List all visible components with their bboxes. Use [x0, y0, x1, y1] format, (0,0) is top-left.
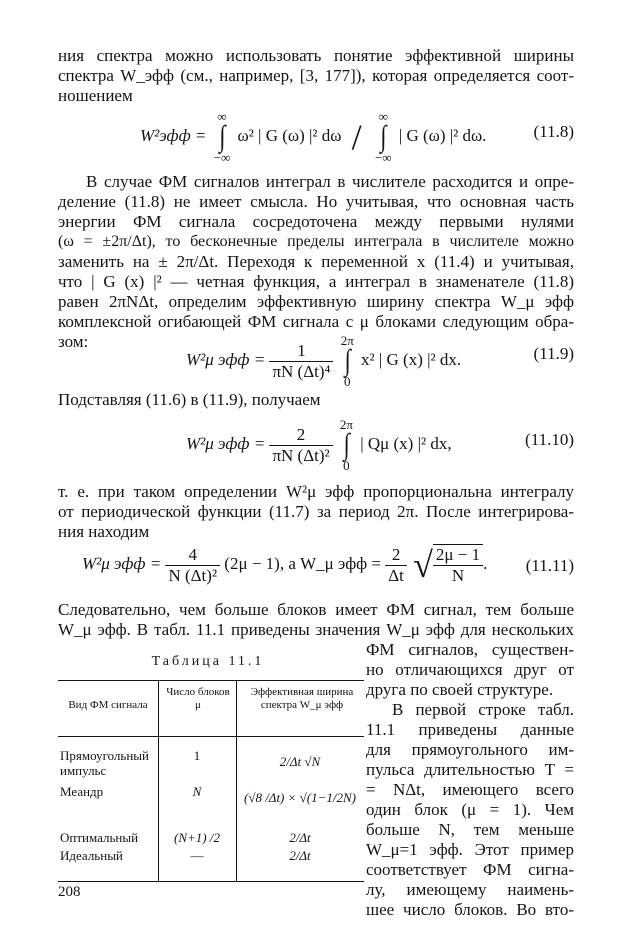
text-line: зом: — [58, 332, 89, 351]
integral-sign: 2π ∫ 0 — [339, 417, 353, 473]
text-line: т. е. при таком определении W²μ эфф пропорциональна интегралу — [58, 482, 574, 501]
equation-11-9 — [186, 334, 461, 388]
text-line: Подставляя (11.6) в (11.9), получаем — [58, 390, 321, 409]
text-line: заменить на ± 2π/Δt. Переходя к переменной x (11.4) и учитывая, — [58, 252, 574, 271]
spectrum-table — [58, 680, 364, 882]
radicand: $\frac{2\mu - 1}{N}$ — [433, 544, 483, 586]
eq-middle: (2μ − 1), а W_μ эфф = — [224, 553, 381, 573]
text-line: пульса длительностью T = — [366, 760, 574, 779]
text-line: лу, имеющему наимень- — [366, 880, 574, 899]
table-cell: N — [192, 784, 202, 799]
text-line: W_μ=1 эфф. Этот пример — [366, 840, 574, 859]
fraction: $\frac{4}{\text{N (Δt)²}}$ — [165, 545, 220, 586]
text-line: ношением — [58, 86, 133, 105]
text-line: ния спектра можно использовать понятие эффективной ширины — [58, 46, 574, 65]
eq-lhs: W²эфф = — [140, 125, 207, 145]
text-line: комплексной огибающей ФМ сигнала с μ блоками следующим обра- — [58, 312, 574, 331]
division-slash: / — [351, 117, 362, 157]
text-line: что | G (x) |² — четная функция, а интеграл в знаменателе (11.8) — [58, 272, 574, 291]
table-cell: Идеальный — [60, 848, 123, 863]
page-number: 208 — [58, 884, 81, 900]
text-line: W_μ эфф. В табл. 11.1 приведены значения W_μ эфф для нескольких — [58, 620, 574, 639]
table-cell: Оптимальный — [60, 830, 139, 845]
equation-11-10 — [186, 418, 452, 472]
text-line: ФМ сигналов, существен- — [366, 640, 574, 659]
text-line: соответствует ФМ сигна- — [366, 860, 574, 879]
equation-number: (11.9) — [533, 344, 574, 363]
fraction: $\frac{2}{\Delta t}$ — [385, 545, 407, 586]
text-line: (ω = ±2π/Δt), то бесконечные пределы интеграла в числителе можно — [58, 233, 574, 250]
text-line: но отличающихся друг от — [366, 660, 574, 679]
eq-lhs: W²μ эфф = — [82, 553, 162, 573]
integrand: ω² | G (ω) |² dω — [237, 125, 342, 145]
text-line: друга по своей структуре. — [366, 680, 554, 699]
equation-number: (11.10) — [525, 430, 574, 449]
table-cell: 1 — [193, 748, 201, 763]
side-column — [366, 640, 574, 920]
table-cell: 2/Δt √N — [279, 754, 321, 769]
text-line: шее число блоков. Во вто- — [366, 900, 574, 919]
table-cell: 2/Δt — [289, 848, 311, 863]
text-line: = NΔt, имеющего всего — [366, 780, 574, 799]
integral-sign: 2π ∫ 0 — [340, 333, 354, 389]
table-cell: (√8 /Δt) × √(1−1/2N) — [243, 790, 357, 805]
equation-number: (11.8) — [533, 122, 574, 141]
text-line: спектра W_эфф (см., например, [3, 177]), которая определяется соот- — [58, 66, 574, 85]
text-line: один блок (μ = 1). Чем — [366, 800, 574, 819]
radical-sign: √ — [413, 545, 433, 585]
table-rule — [58, 736, 364, 737]
equation-11-11: W²μ эфф = $\frac{4}{\text{N (Δt)²}}$ (2μ − 1), а W_μ эфф = $\frac{2}{\Delta t}$ √ $\frac{2\mu - 1}{N}$ . — [82, 544, 488, 585]
eq-lhs: W²μ эфф = — [186, 433, 266, 453]
eq-lhs: W²μ эфф = — [186, 349, 266, 369]
table-cell: (N+1) /2 — [174, 830, 220, 845]
table-title: Таблица 11.1 — [151, 654, 265, 669]
text-line: деление (11.8) не имеет смысла. Но учитывая, что основная часть — [58, 192, 574, 211]
text-line: В первой строке табл. — [392, 700, 574, 719]
text-line: 11.1 приведены данные — [366, 720, 574, 739]
text-line: В случае ФМ сигналов интеграл в числителе расходится и опре- — [86, 172, 574, 191]
integrand: | Qμ (x) |² dx, — [360, 433, 452, 453]
fraction: $\frac{2}{\text{πN (Δt)²}}$ — [269, 425, 332, 466]
text-line: больше N, тем меньше — [366, 820, 574, 839]
equation-number: (11.11) — [525, 556, 574, 575]
table-rule — [58, 680, 364, 681]
table-header: Вид ФМ сигнала — [68, 699, 148, 711]
table-header: Эффективная ширина спектра W_μ эфф — [250, 686, 354, 711]
integrand: | G (ω) |² dω. — [398, 125, 487, 145]
fraction: $\frac{1}{\text{πN (Δt)⁴}}$ — [269, 341, 333, 382]
text-line: от периодической функции (11.7) за период 2π. После интегрирова- — [58, 502, 574, 521]
integral-sign: ∞ ∫ −∞ — [374, 109, 392, 165]
equation-11-8 — [140, 110, 486, 164]
table-header: Число блоков μ — [166, 686, 230, 711]
table-cell: 2/Δt — [289, 830, 311, 845]
table-rule — [58, 881, 364, 882]
text-line: равен 2πNΔt, определим эффективную ширину спектра W_μ эфф — [58, 292, 574, 311]
text-line: энергии ФМ сигнала сосредоточена между первыми нулями — [58, 212, 574, 231]
text-line: Следовательно, чем больше блоков имеет ФМ сигнал, тем больше — [58, 600, 574, 619]
table-cell: — — [190, 848, 204, 863]
integrand: x² | G (x) |² dx. — [361, 349, 462, 369]
table-cell: Меандр — [60, 784, 104, 799]
text-line: для прямоугольного им- — [366, 740, 574, 759]
integral-sign: ∞ ∫ −∞ — [213, 109, 231, 165]
table-cell: Прямоугольный импульс — [60, 748, 150, 778]
text-line: ния находим — [58, 522, 150, 541]
